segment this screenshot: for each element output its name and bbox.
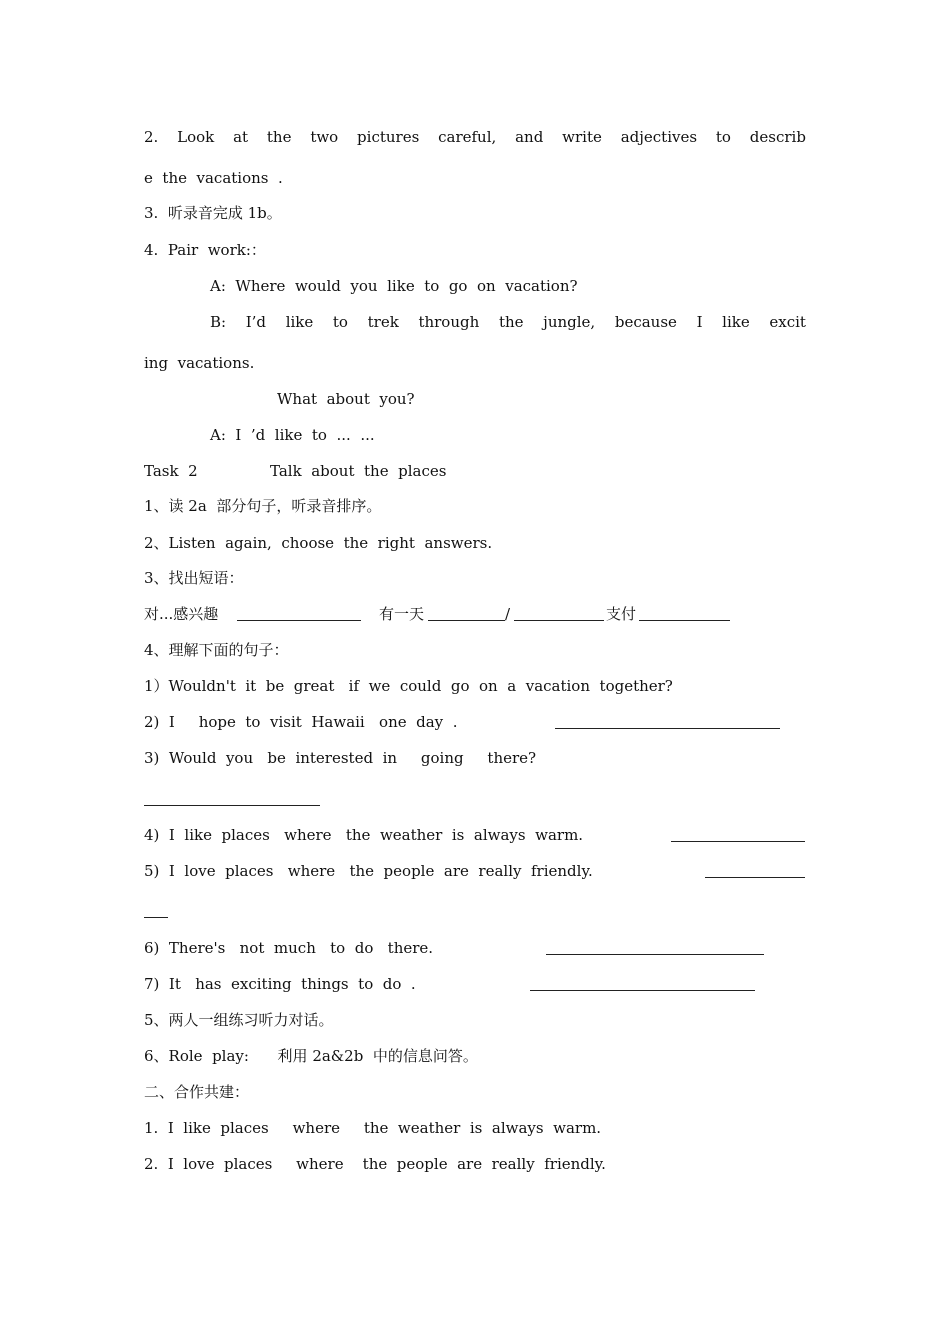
sentence-3-blank[interactable] bbox=[144, 805, 320, 806]
sentence-7 bbox=[0, 973, 950, 995]
word: like bbox=[722, 313, 750, 331]
sentence-1 bbox=[0, 675, 950, 697]
word: trek bbox=[367, 313, 399, 331]
phrase2-blank-a[interactable] bbox=[428, 620, 505, 621]
task2-item6 bbox=[0, 1045, 950, 1067]
dialog-a2-text: A: I ’d like to ... ... bbox=[210, 426, 375, 444]
phrase2-slash: / bbox=[505, 605, 511, 623]
word: to bbox=[715, 128, 731, 146]
item3 bbox=[0, 202, 950, 224]
task2-title: Talk about the places bbox=[270, 462, 447, 480]
task2-item4-text: 4、理解下面的句子： bbox=[144, 641, 289, 659]
dialog-a1-text: A: Where would you like to go on vacation? bbox=[210, 277, 578, 295]
word: Look bbox=[177, 128, 215, 146]
dialog-b2-text: What about you? bbox=[277, 390, 415, 408]
word: through bbox=[418, 313, 480, 331]
sentence-4 bbox=[0, 824, 950, 846]
word: careful, bbox=[438, 128, 497, 146]
item2-line2-text: e the vacations . bbox=[144, 169, 283, 187]
dialog-b1 bbox=[210, 311, 806, 333]
phrase2-label: 有一天 bbox=[379, 605, 425, 623]
item2-line1 bbox=[144, 126, 806, 148]
sentence-5-blank[interactable] bbox=[705, 877, 805, 878]
sentence-5-blank-cont[interactable] bbox=[144, 917, 168, 918]
sentence-4-text: 4) I like places where the weather is always warm. bbox=[144, 826, 584, 844]
section2-line2-text: 2. I love places where the people are really friendly. bbox=[144, 1155, 606, 1173]
task2-item5-text: 5、两人一组练习听力对话。 bbox=[144, 1011, 334, 1029]
sentence-2 bbox=[0, 711, 950, 733]
task2-item3 bbox=[0, 567, 950, 589]
word: write bbox=[562, 128, 602, 146]
phrase3-label: 支付 bbox=[606, 605, 637, 623]
sentence-3-answer-line bbox=[0, 788, 950, 810]
phrase2-blank-b[interactable] bbox=[514, 620, 604, 621]
word: the bbox=[266, 128, 292, 146]
task2-label: Task 2 bbox=[144, 462, 198, 480]
word: and bbox=[515, 128, 544, 146]
dialog-b2 bbox=[0, 388, 950, 410]
sentence-4-blank[interactable] bbox=[671, 841, 805, 842]
word: at bbox=[233, 128, 249, 146]
word: I bbox=[696, 313, 703, 331]
word: to bbox=[332, 313, 348, 331]
dialog-b1-cont bbox=[0, 352, 950, 374]
task2-heading bbox=[0, 460, 950, 482]
item3-text: 3. 听录音完成 1b。 bbox=[144, 204, 282, 222]
word: the bbox=[498, 313, 524, 331]
section2-heading bbox=[0, 1081, 950, 1103]
task2-item5 bbox=[0, 1009, 950, 1031]
word: because bbox=[614, 313, 677, 331]
dialog-b1-cont-text: ing vacations. bbox=[144, 354, 255, 372]
phrase-row bbox=[0, 603, 950, 625]
sentence-7-blank[interactable] bbox=[530, 990, 755, 991]
sentence-7-text: 7) It has exciting things to do . bbox=[144, 975, 416, 993]
task2-item3-text: 3、找出短语： bbox=[144, 569, 244, 587]
sentence-2-blank[interactable] bbox=[555, 728, 780, 729]
dialog-a1 bbox=[0, 275, 950, 297]
sentence-2-text: 2) I hope to visit Hawaii one day . bbox=[144, 713, 458, 731]
task2-item4 bbox=[0, 639, 950, 661]
sentence-1-text: 1）Wouldn't it be great if we could go on a vacation together? bbox=[144, 677, 673, 695]
item2-line2 bbox=[0, 167, 950, 189]
phrase3-blank[interactable] bbox=[639, 620, 730, 621]
sentence-6-blank[interactable] bbox=[546, 954, 764, 955]
word: B: bbox=[210, 313, 227, 331]
sentence-6 bbox=[0, 937, 950, 959]
section2-line2 bbox=[0, 1153, 950, 1175]
phrase1-blank[interactable] bbox=[237, 620, 361, 621]
sentence-5 bbox=[0, 860, 950, 882]
sentence-5-answer-cont bbox=[0, 900, 950, 922]
word: jungle, bbox=[543, 313, 596, 331]
section2-line1 bbox=[0, 1117, 950, 1139]
word: describ bbox=[749, 128, 806, 146]
task2-item2 bbox=[0, 532, 950, 554]
item4 bbox=[0, 239, 950, 261]
sentence-5-text: 5) I love places where the people are really friendly. bbox=[144, 862, 593, 880]
word: I’d bbox=[245, 313, 267, 331]
word: adjectives bbox=[620, 128, 698, 146]
task2-item2-text: 2、Listen again, choose the right answers. bbox=[144, 534, 493, 552]
sentence-6-text: 6) There's not much to do there. bbox=[144, 939, 434, 957]
phrase1-label: 对...感兴趣 bbox=[144, 605, 219, 623]
item4-text: 4. Pair work:： bbox=[144, 241, 266, 259]
word: excit bbox=[769, 313, 806, 331]
word: two bbox=[310, 128, 339, 146]
sentence-3-text: 3) Would you be interested in going there? bbox=[144, 749, 537, 767]
sentence-3 bbox=[0, 747, 950, 769]
task2-item6-text: 6、Role play: 利用 2a&2b 中的信息问答。 bbox=[144, 1047, 478, 1065]
dialog-a2 bbox=[0, 424, 950, 446]
word: 2. bbox=[144, 128, 159, 146]
task2-item1-text: 1、读 2a 部分句子，听录音排序。 bbox=[144, 497, 382, 515]
word: like bbox=[285, 313, 314, 331]
word: pictures bbox=[357, 128, 420, 146]
section2-heading-text: 二、合作共建： bbox=[144, 1083, 250, 1101]
section2-line1-text: 1. I like places where the weather is always warm. bbox=[144, 1119, 602, 1137]
task2-item1 bbox=[0, 495, 950, 517]
